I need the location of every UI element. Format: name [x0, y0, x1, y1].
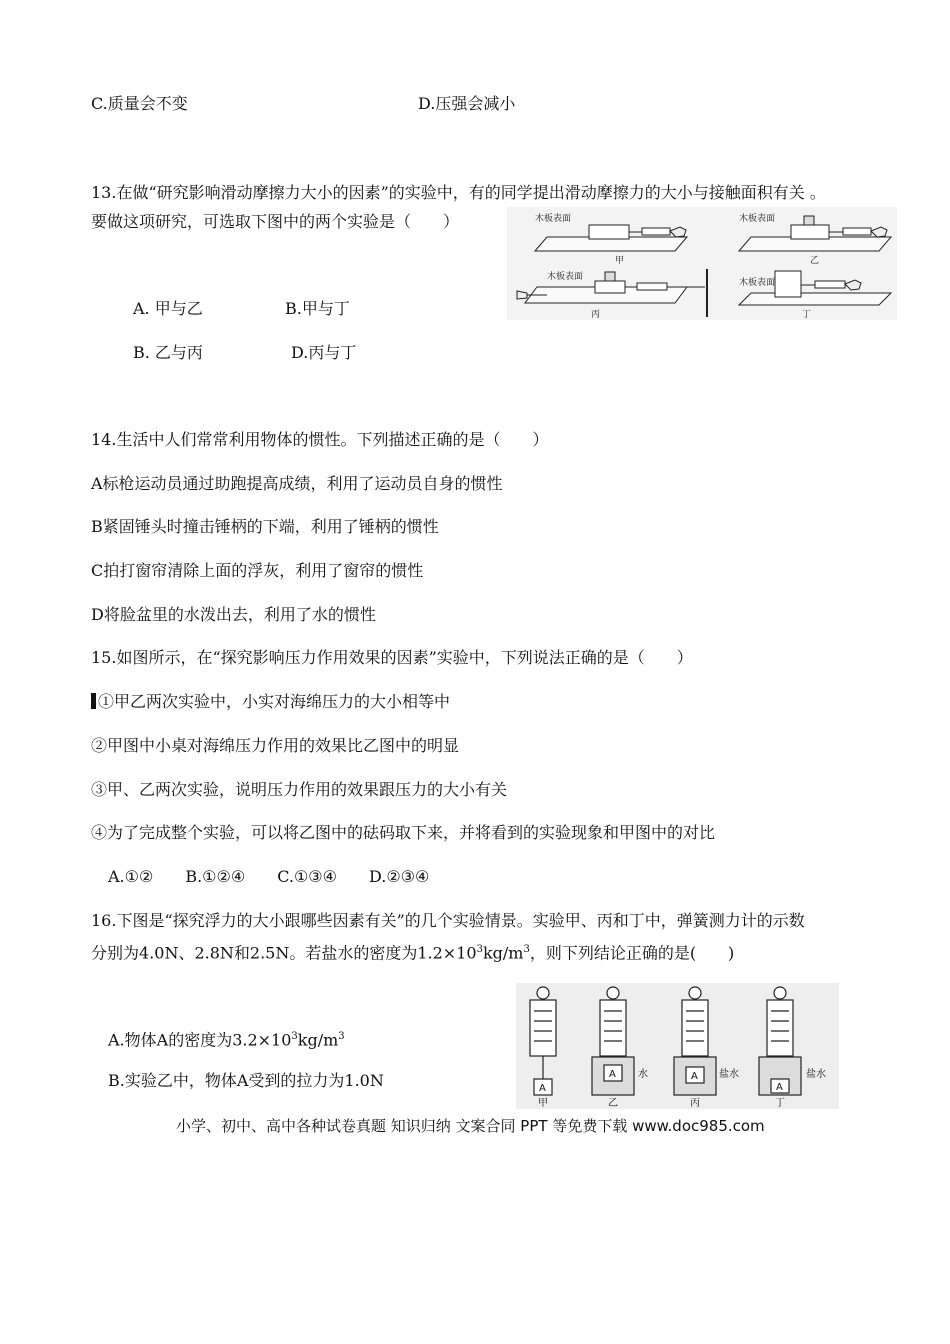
q16-stem-line1: 16.下图是“探究浮力的大小跟哪些因素有关”的几个实验情景。实验甲、丙和丁中，弹簧测力计的示数 [91, 911, 805, 930]
q13-stem-line1: 13.在做“研究影响滑动摩擦力大小的因素”的实验中，有的同学提出滑动摩擦力的大小与接触面积有关 。 [91, 183, 826, 202]
exp-label-bing: 丙 [690, 1098, 700, 1109]
saltwater-label-1: 盐水 [719, 1069, 739, 1080]
q13-option-d: D.丙与丁 [291, 343, 357, 362]
saltwater-label-2: 盐水 [806, 1069, 826, 1080]
q15-statement-4: ④为了完成整个实验，可以将乙图中的砝码取下来，并将看到的实验现象和甲图中的对比 [91, 823, 716, 842]
q14-option-b: B紧固锤头时撞击锤柄的下端，利用了锤柄的惯性 [91, 517, 439, 536]
surface-label-3: 木板表面 [547, 272, 584, 282]
svg-text:A: A [539, 1083, 546, 1094]
surface-label-1: 木板表面 [535, 214, 572, 224]
q13-option-a: A. 甲与乙 [133, 299, 203, 318]
svg-text:A: A [691, 1071, 698, 1082]
exp-label-jia: 甲 [538, 1098, 548, 1109]
friction-experiment-figure [507, 207, 897, 320]
q16-option-a: A.物体A的密度为$3.2\times 10^3kg/m^3$ [108, 1030, 345, 1050]
q13-option-c: B. 乙与丙 [133, 343, 203, 362]
q15-stem: 15.如图所示，在“探究影响压力作用效果的因素”实验中，下列说法正确的是（ ） [91, 648, 693, 667]
svg-text:A: A [776, 1082, 783, 1093]
margin-mark [91, 693, 96, 709]
q15-statement-3: ③甲、乙两次实验，说明压力作用的效果跟压力的大小有关 [91, 780, 508, 799]
page-footer: 小学、初中、高中各种试卷真题 知识归纳 文案合同 PPT 等免费下载 www.doc985.com [176, 1117, 765, 1135]
q15-statement-1-text: ①甲乙两次实验中，小实对海绵压力的大小相等中 [98, 692, 451, 711]
q16-stem-line2: 分别为4.0N、2.8N和2.5N。若盐水的密度为$1.2\times 10^3kg/m^3$，则下列结论正确的是( ) [91, 943, 735, 963]
exp-label-ding: 丁 [775, 1098, 785, 1109]
water-label: 水 [638, 1069, 648, 1080]
q15-choices: A.①② B.①②④ C.①③④ D.②③④ [108, 867, 430, 886]
exp-label-ding: 丁 [802, 310, 812, 320]
q13-stem-line2: 要做这项研究，可选取下图中的两个实验是（ ） [91, 212, 460, 231]
surface-label-4: 木板表面 [739, 278, 776, 288]
exp-label-jia: 甲 [615, 256, 625, 266]
svg-text:A: A [609, 1069, 616, 1080]
q16-option-b: B.实验乙中，物体A受到的拉力为1.0N [108, 1071, 384, 1090]
surface-label-2: 木板表面 [739, 214, 776, 224]
q14-option-d: D将脸盆里的水泼出去，利用了水的惯性 [91, 605, 376, 624]
exp-label-yi: 乙 [608, 1098, 618, 1109]
exp-label-bing: 丙 [591, 310, 601, 320]
q12-option-d: D.压强会减小 [418, 94, 516, 113]
q14-option-a: A标枪运动员通过助跑提高成绩，利用了运动员自身的惯性 [91, 474, 503, 493]
q14-stem: 14.生活中人们常常利用物体的惯性。下列描述正确的是（ ） [91, 430, 549, 449]
exp-label-yi: 乙 [810, 256, 820, 266]
q15-statement-2: ②甲图中小桌对海绵压力作用的效果比乙图中的明显 [91, 736, 460, 755]
q12-option-c: C.质量会不变 [91, 94, 188, 113]
q13-option-b: B.甲与丁 [285, 299, 350, 318]
q14-option-c: C拍打窗帘清除上面的浮灰，利用了窗帘的惯性 [91, 561, 424, 580]
q15-statement-1 [91, 692, 450, 712]
buoyancy-experiment-figure [516, 983, 839, 1109]
